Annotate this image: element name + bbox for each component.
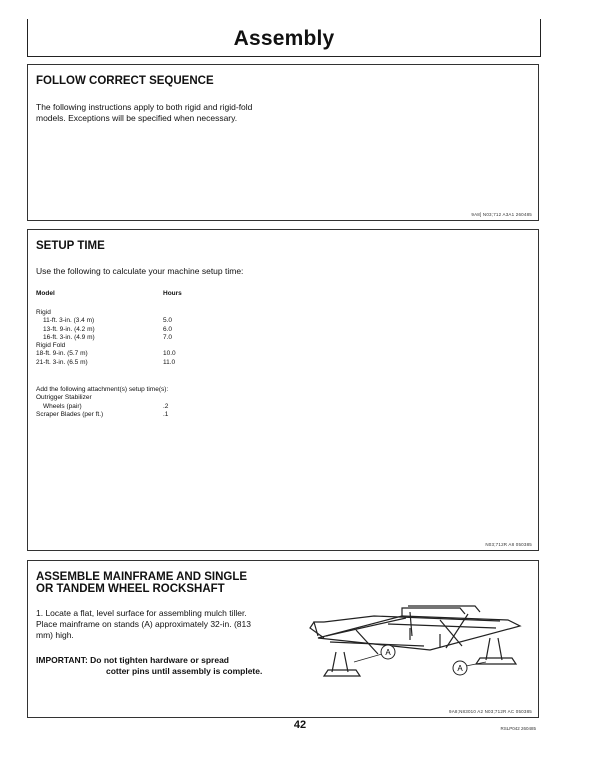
hours-value: 10.0 bbox=[163, 350, 176, 358]
heading-line: ASSEMBLE MAINFRAME AND SINGLE bbox=[36, 571, 248, 583]
page-number: 42 bbox=[293, 719, 307, 731]
top-bar bbox=[402, 608, 465, 616]
callout-left-label: A bbox=[385, 648, 391, 657]
page-header bbox=[27, 19, 541, 57]
model-label: 21-ft. 3-in. (6.5 m) bbox=[36, 358, 88, 366]
step-text-line: 1. Locate a flat, level surface for assembling mulch tiller. bbox=[36, 608, 247, 618]
hours-value: 5.0 bbox=[163, 317, 173, 325]
hours-value: .2 bbox=[163, 402, 169, 410]
model-label: 16-ft. 3-in. (4.9 m) bbox=[43, 333, 95, 341]
hours-value: 7.0 bbox=[163, 333, 173, 341]
step-text-line: Place mainframe on stands (A) approximately 32-in. (813 bbox=[36, 619, 251, 629]
important-line: IMPORTANT: Do not tighten hardware or spread bbox=[36, 655, 229, 665]
section-heading: SETUP TIME bbox=[36, 240, 105, 252]
model-label: Rigid bbox=[36, 309, 51, 316]
important-line: cotter pins until assembly is complete. bbox=[106, 666, 263, 676]
section-heading: FOLLOW CORRECT SEQUENCE bbox=[36, 75, 214, 87]
reference-code: 9A8;N83010 A2 N03;712R AC 050385 bbox=[449, 709, 532, 714]
hours-value: 6.0 bbox=[163, 325, 173, 333]
reference-code: 9A8] N03;712 A3A1 260485 bbox=[471, 212, 532, 217]
callout-right-label: A bbox=[457, 664, 463, 673]
hours-value: 11.0 bbox=[163, 358, 176, 366]
section-setup-time bbox=[27, 229, 539, 551]
column-header-model: Model bbox=[36, 290, 55, 297]
section-follow-sequence bbox=[27, 64, 539, 221]
hours-value: .1 bbox=[163, 410, 169, 418]
attachment-label: Wheels (pair) bbox=[43, 402, 82, 410]
mainframe-illustration bbox=[290, 576, 532, 688]
important-note bbox=[36, 655, 280, 677]
model-label: Rigid Fold bbox=[36, 342, 66, 350]
section-text-line: The following instructions apply to both rigid and rigid-fold bbox=[36, 102, 253, 112]
column-header-hours: Hours bbox=[163, 290, 182, 297]
attachment-label: Scraper Blades (per ft.) bbox=[36, 410, 104, 418]
model-label: 13-ft. 9-in. (4.2 m) bbox=[43, 325, 95, 333]
section-intro: Use the following to calculate your machine setup time: bbox=[36, 266, 244, 276]
page-code: RSLP042 260485 bbox=[500, 726, 536, 731]
section-heading bbox=[36, 571, 247, 595]
heading-line: OR TANDEM WHEEL ROCKSHAFT bbox=[36, 583, 225, 595]
model-label: 11-ft. 3-in. (3.4 m) bbox=[43, 317, 95, 325]
model-label: 18-ft. 9-in. (5.7 m) bbox=[36, 350, 88, 358]
section-assemble-mainframe bbox=[27, 560, 539, 718]
attachment-intro-text: Add the following attachment(s) setup time(s): bbox=[36, 386, 169, 393]
attachment-label: Outrigger Stabilizer bbox=[36, 394, 92, 402]
step-text-line: mm) high. bbox=[36, 630, 74, 640]
reference-code: N03;712R A8 050385 bbox=[485, 542, 532, 547]
stand-right bbox=[486, 638, 502, 660]
stand-left bbox=[332, 652, 348, 672]
section-text-line: models. Exceptions will be specified when necessary. bbox=[36, 113, 238, 123]
page-title: Assembly bbox=[233, 27, 335, 50]
callout-leader-left bbox=[354, 654, 382, 662]
